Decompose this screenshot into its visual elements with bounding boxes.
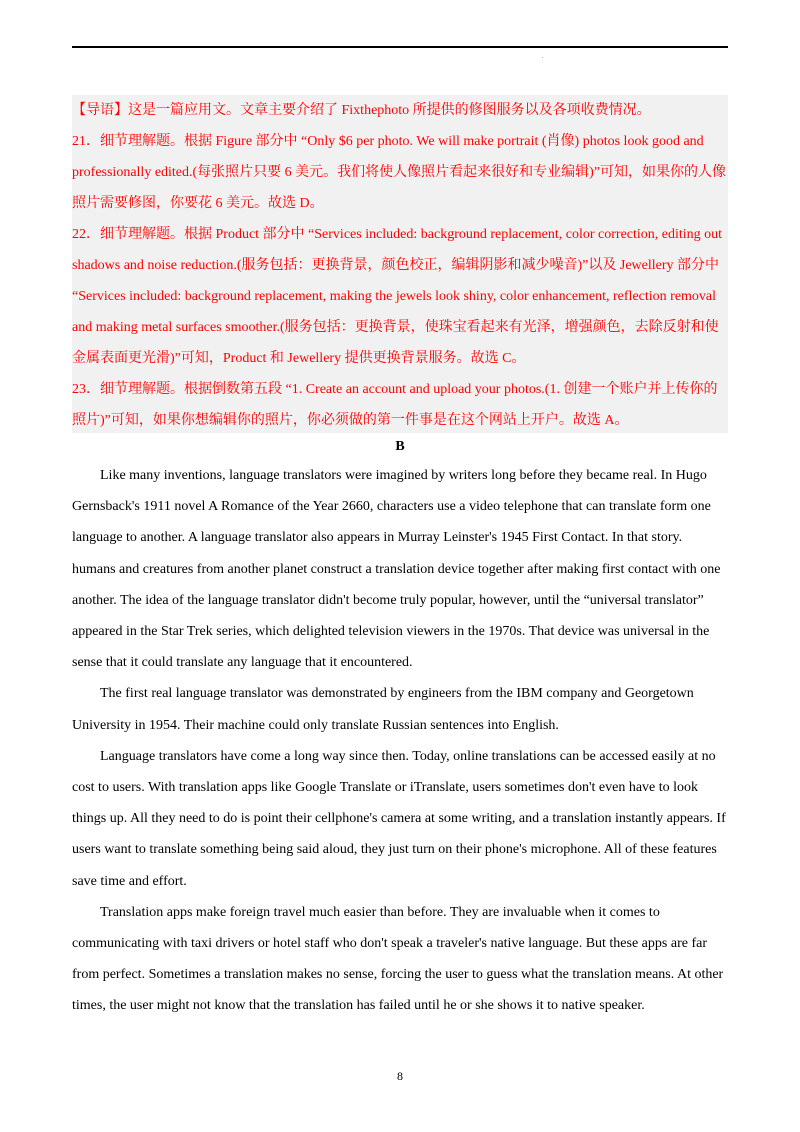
- passage-paragraph-3: Language translators have come a long way since then. Today, online translations can be accessed easily at no cost to users. With translation apps like Google Translate or iTranslate, users sometimes don't even have to look things up. All they need to do is point their cellphone's camera at some writing, and a translation instantly appears. If users want to translate something being said aloud, they just turn on their phone's microphone. All of these features save time and effort.: [72, 748, 726, 889]
- passage-paragraph-2: The first real language translator was demonstrated by engineers from the IBM company and Georgetown University in 1954. Their machine could only translate Russian sentences into English.: [72, 686, 694, 733]
- reading-passage: [72, 460, 728, 1022]
- header-rule: [72, 46, 728, 48]
- answer-22: 22．细节理解题。根据 Product 部分中 “Services included: background replacement, color correction, editing out shadows and noise reduction.(服务包括：更换背景，颜色校正，编辑阴影和减少噪音)”以及 Jewellery 部分中 “Services included: background replacement, making the jewels look shiny, color enhancement, reflection removal and making metal surfaces smoother.(服务包括：更换背景，使珠宝看起来有光泽，增强颜色，去除反射和使金属表面更光滑)”可知，Product 和 Jewellery 提供更换背景服务。故选 C。: [72, 227, 723, 366]
- answer-intro: 【导语】这是一篇应用文。文章主要介绍了 Fixthephoto 所提供的修图服务以及各项收费情况。: [72, 103, 651, 118]
- answer-explanations: [72, 95, 728, 436]
- page-number: 8: [397, 1069, 403, 1083]
- answer-21: 21．细节理解题。根据 Figure 部分中 “Only $6 per photo. We will make portrait (肖像) photos look good and professionally edited.(每张照片只要 6 美元。我们将使人像照片看起来很好和专业编辑)”可知，如果你的人像照片需要修图，你要花 6 美元。故选 D。: [72, 134, 727, 211]
- passage-paragraph-4: Translation apps make foreign travel much easier than before. They are invaluable when it comes to communicating with taxi drivers or hotel staff who don't speak a traveler's native language. But these apps are far from perfect. Sometimes a translation makes no sense, forcing the user to guess what the translation means. At other times, the user might not know that the translation has failed until he or she shows it to native speaker.: [72, 904, 724, 1014]
- answer-23: 23．细节理解题。根据倒数第五段 “1. Create an account and upload your photos.(1. 创建一个账户并上传你的照片)”可知，如果你想编辑你的照片，你必须做的第一件事是在这个网站上开户。故选 A。: [72, 382, 718, 428]
- header-mark: .: [542, 54, 544, 60]
- section-heading: B: [395, 439, 405, 454]
- passage-paragraph-1: Like many inventions, language translators were imagined by writers long before they became real. In Hugo Gernsback's 1911 novel A Romance of the Year 2660, characters use a video telephone that can translate form one language to another. A language translator also appears in Murray Leinster's 1945 First Contact. In that story. humans and creatures from another planet construct a translation device together after making first contact with one another. The idea of the language translator didn't become truly popular, however, until the “universal translator” appeared in the Star Trek series, which delighted television viewers in the 1970s. That device was universal in the sense that it could translate any language that it encountered.: [72, 468, 721, 671]
